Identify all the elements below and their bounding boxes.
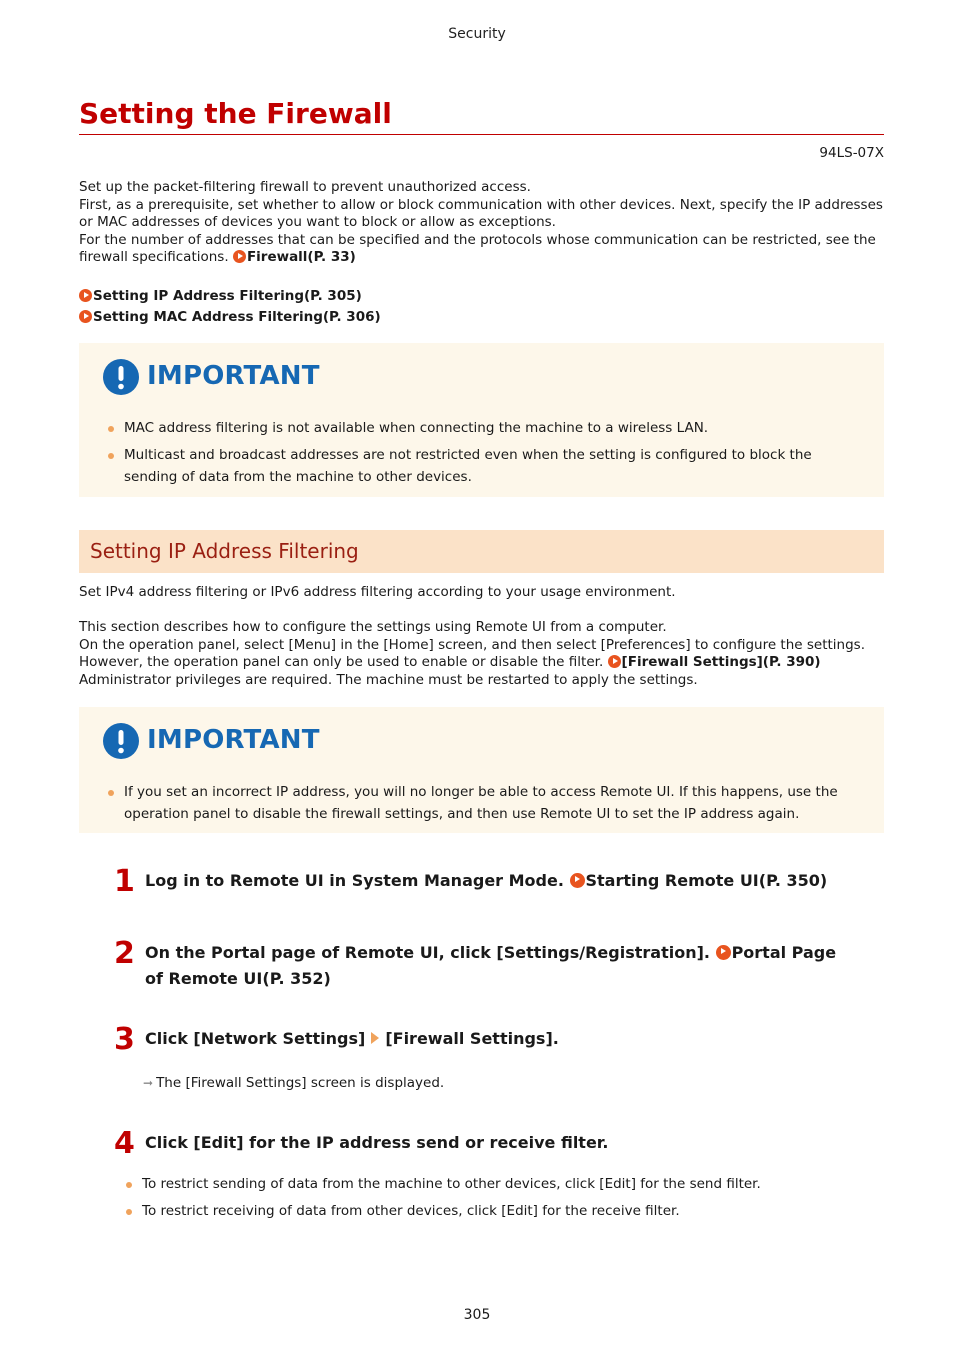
running-header: Security [448,26,506,42]
intro-line-3-text: For the number of addresses that can be specified and the protocols whose communication can be restricted, see the firewall specifications. [79,231,876,265]
link-arrow-icon [79,310,92,323]
firewall-settings-link[interactable] [608,654,821,670]
important-list [106,781,846,830]
step-text-4: Click [Edit] for the IP address send or receive filter. [145,1133,609,1152]
step-text-2 [145,940,845,992]
step-3-result-text: The [Firewall Settings] screen is displayed. [156,1075,445,1091]
step-3-part-a: Click [Network Settings] [145,1029,366,1048]
para2-line-3: Administrator privileges are required. The machine must be restarted to apply the settings. [79,671,698,688]
link-arrow-icon [79,289,92,302]
section-title: Setting IP Address Filtering [90,539,359,563]
starting-remote-ui-link[interactable] [570,871,828,890]
toc-link-ip-filtering[interactable] [79,286,884,307]
step-3-result [143,1075,444,1091]
link-arrow-icon [716,945,731,960]
important-label: IMPORTANT [147,361,320,391]
intro-line-1: Set up the packet-filtering firewall to prevent unauthorized access. [79,179,531,195]
step-number-4: 4 [114,1126,135,1161]
important-box-2 [79,707,884,833]
exclamation-icon [103,359,139,395]
toc-links [79,286,884,328]
list-item: Multicast and broadcast addresses are not restricted even when the setting is configured to block the sending of data from the machine to other devices. [106,444,846,488]
para2-line-2 [79,637,884,672]
page-number: 305 [463,1307,491,1323]
step-text-1 [145,868,865,894]
portal-page-link-label: Portal Page of Remote UI(P. 352) [145,943,837,988]
para2-line-2-text: On the operation panel, select [Menu] in the [Home] screen, and then select [Preferences] to configure the settings. However, the operation panel can only be used to enable or disable the filter. [79,636,866,670]
list-item: MAC address filtering is not available when connecting the machine to a wireless LAN. [106,417,846,439]
step-1-instruction: Log in to Remote UI in System Manager Mode. [145,871,564,890]
important-box-1 [79,343,884,497]
step-3-part-b: [Firewall Settings]. [385,1029,559,1048]
firewall-spec-link-label: Firewall(P. 33) [246,249,356,265]
doc-code: 94LS-07X [819,145,884,161]
result-arrow-icon: ➞ [143,1076,154,1090]
firewall-settings-link-label: [Firewall Settings](P. 390) [621,654,821,670]
exclamation-icon [103,723,139,759]
starting-remote-ui-link-label: Starting Remote UI(P. 350) [585,871,828,890]
section-paragraph-1: Set IPv4 address filtering or IPv6 address filtering according to your usage environment. [79,584,676,600]
intro-line-2: First, as a prerequisite, set whether to allow or block communication with other devices. Next, specify the IP addresses or MAC addresses of devices you want to block or allow as exceptions. [79,196,883,230]
title-divider [79,134,884,135]
menu-arrow-icon [371,1032,379,1044]
section-paragraph-2 [79,619,884,689]
step-2-instruction: On the Portal page of Remote UI, click [Settings/Registration]. [145,943,710,962]
para2-line-1: This section describes how to configure the settings using Remote UI from a computer. [79,619,667,635]
link-arrow-icon [233,250,246,263]
link-arrow-icon [570,873,585,888]
list-item: To restrict sending of data from the machine to other devices, click [Edit] for the send filter. [124,1173,864,1195]
intro-line-3 [79,232,884,267]
toc-link-mac-filtering[interactable] [79,307,884,328]
section-heading-bar [79,530,884,573]
page-title: Setting the Firewall [79,97,392,130]
step-4-list [124,1173,864,1227]
step-text-3 [145,1026,865,1052]
important-label: IMPORTANT [147,725,320,755]
step-number-3: 3 [114,1022,135,1057]
step-number-1: 1 [114,864,135,899]
list-item: To restrict receiving of data from other devices, click [Edit] for the receive filter. [124,1200,864,1222]
link-arrow-icon [608,655,621,668]
intro-paragraph [79,179,884,267]
firewall-spec-link[interactable] [233,249,356,265]
toc-link-label: Setting MAC Address Filtering(P. 306) [93,309,381,325]
toc-link-label: Setting IP Address Filtering(P. 305) [93,288,362,304]
list-item: If you set an incorrect IP address, you will no longer be able to access Remote UI. If this happens, use the operation panel to disable the firewall settings, and then use Remote UI to set the IP address again. [106,781,846,825]
step-number-2: 2 [114,936,135,971]
important-list [106,417,846,493]
